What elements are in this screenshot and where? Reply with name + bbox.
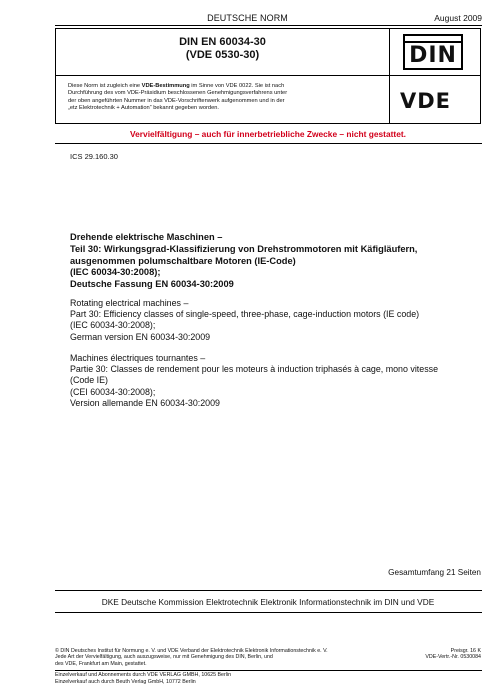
copy-warning: Vervielfältigung – auch für innerbetriebliche Zwecke – nicht gestattet. [130, 129, 406, 139]
box-horizontal-divider [56, 75, 480, 76]
sales-line: Einzelverkauf auch durch Beuth Verlag GmbH, 10772 Berlin [55, 679, 196, 686]
title-line: German version EN 60034-30:2009 [70, 331, 211, 342]
notice-bold-term: VDE-Bestimmung [141, 83, 190, 89]
title-line: Deutsche Fassung EN 60034-30:2009 [70, 279, 234, 290]
norm-label: DEUTSCHE NORM [207, 13, 288, 23]
standard-number-block [56, 36, 389, 62]
copyright-line: des VDE, Frankfurt am Main, gestattet. [55, 660, 147, 667]
price-info [425, 648, 481, 661]
title-line: (IEC 60034-30:2008); [70, 267, 161, 278]
sales-info [55, 672, 231, 687]
vde-notice [68, 83, 384, 113]
standard-number: DIN EN 60034-30 [179, 36, 266, 48]
sales-line: Einzelverkauf und Abonnements durch VDE VERLAG GMBH, 10625 Berlin [55, 672, 232, 678]
price-group: Preisgr. 16 K [450, 648, 481, 654]
issue-date: August 2009 [434, 13, 482, 23]
notice-text: im Sinne von VDE 0022. Sie ist nach [189, 83, 285, 89]
ics-code: ICS 29.160.30 [70, 152, 118, 161]
copyright-notice [55, 648, 410, 667]
title-french [70, 353, 475, 409]
header-divider [55, 25, 482, 26]
din-logo-bar [405, 36, 461, 43]
title-line: (Code IE) [70, 375, 108, 386]
standard-header-box [55, 28, 481, 124]
copyright-line: © DIN Deutsches Institut für Normung e. V. und VDE Verband der Elektrotechnik Elektronik Informationstechnik e. V. [55, 648, 328, 654]
notice-line: Durchführung des vom VDE-Präsidium beschlossenen Genehmigungsverfahrens unter [68, 90, 288, 97]
title-line: Part 30: Efficiency classes of single-speed, three-phase, cage-induction motors (IE code) [70, 309, 420, 320]
notice-line: „etz Elektrotechnik + Automation“ bekannt gegeben worden. [68, 105, 219, 112]
title-line: ausgenommen polumschaltbare Motoren (IE-Code) [70, 255, 296, 266]
title-line: (CEI 60034-30:2008); [70, 386, 156, 397]
box-vertical-divider [389, 29, 390, 123]
din-logo-text: DIN [409, 43, 457, 68]
dke-committee: DKE Deutsche Kommission Elektrotechnik Elektronik Informationstechnik im DIN und VDE [101, 597, 435, 607]
dke-divider-bottom [55, 612, 482, 613]
vde-logo: VDE [400, 89, 452, 113]
total-pages: Gesamtumfang 21 Seiten [388, 568, 481, 577]
title-line: Partie 30: Classes de rendement pour les moteurs à induction triphasés à cage, mono vitesse [70, 364, 439, 375]
notice-text: Diese Norm ist zugleich eine [68, 83, 142, 89]
title-line: Rotating electrical machines – [70, 298, 189, 308]
notice-line [68, 83, 384, 90]
warning-divider [55, 143, 482, 144]
title-line: Teil 30: Wirkungsgrad-Klassifizierung von Drehstrommotoren mit Käfigläufern, [70, 243, 418, 254]
dke-divider-top [55, 590, 482, 591]
title-german [70, 232, 475, 291]
title-line: Machines électriques tournantes – [70, 353, 206, 363]
title-line: Drehende elektrische Maschinen – [70, 232, 223, 242]
footer-divider [55, 670, 482, 671]
title-english [70, 298, 475, 343]
title-line: Version allemande EN 60034-30:2009 [70, 397, 220, 408]
vde-order-number: VDE-Vertr.-Nr. 0530084 [425, 654, 481, 661]
vde-number: (VDE 0530-30) [185, 49, 260, 61]
title-line: (IEC 60034-30:2008); [70, 320, 156, 331]
copyright-line: Jede Art der Vervielfältigung, auch auszugsweise, nur mit Genehmigung des DIN, Berlin, und [55, 654, 273, 661]
notice-line: der oben angeführten Nummer in das VDE-Vorschriftenwerk aufgenommen und in der [68, 97, 285, 104]
din-logo [403, 34, 463, 70]
